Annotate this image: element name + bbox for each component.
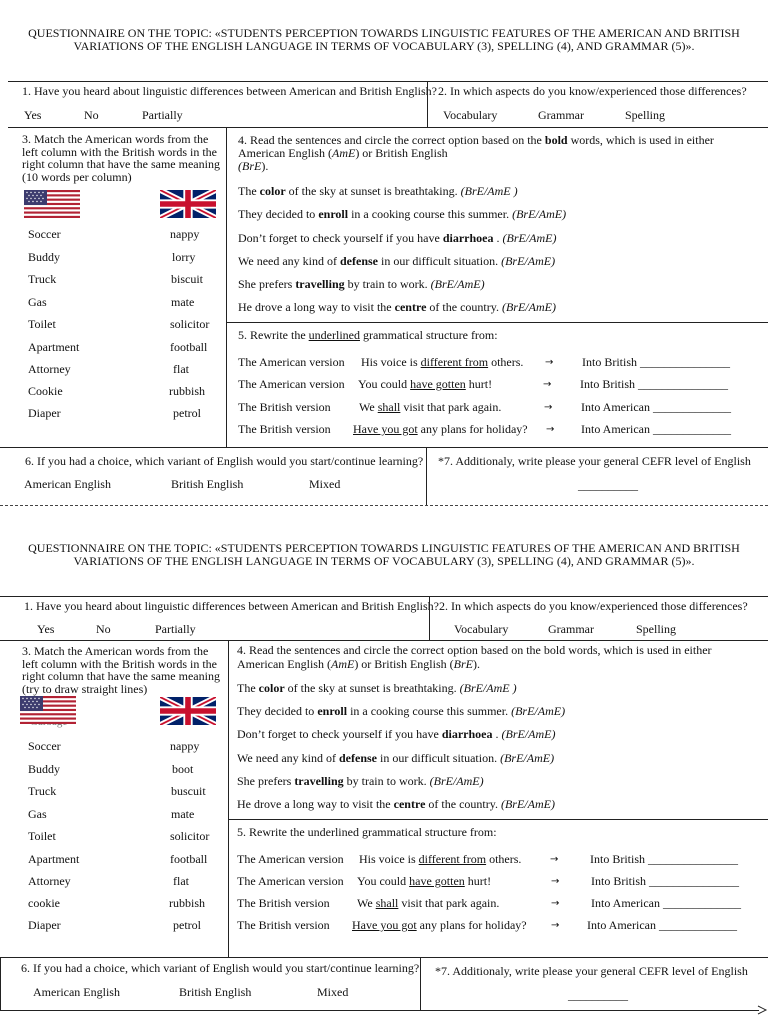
british-word[interactable]: biscuit bbox=[171, 272, 203, 286]
sentence[interactable]: They decided to enroll in a cooking course this summer. (BrE/AmE) bbox=[238, 207, 567, 221]
british-word[interactable]: rubbish bbox=[169, 384, 205, 398]
arrow-right-icon: → bbox=[543, 379, 552, 390]
american-word[interactable]: Apartment bbox=[28, 340, 80, 354]
divider bbox=[228, 819, 768, 820]
us-flag-icon bbox=[20, 696, 76, 724]
q6-option-american[interactable]: American English bbox=[33, 985, 120, 999]
british-word[interactable]: boot bbox=[172, 762, 194, 776]
q2-option-vocabulary[interactable]: Vocabulary bbox=[443, 108, 498, 122]
grammar-version: The American version bbox=[238, 355, 345, 369]
arrow-right-icon: → bbox=[546, 424, 555, 435]
uk-flag-icon bbox=[160, 190, 216, 218]
q2-option-vocabulary[interactable]: Vocabulary bbox=[454, 622, 509, 636]
question-5: 5. Rewrite the underlined grammatical structure from: bbox=[238, 328, 498, 342]
sentence[interactable]: He drove a long way to visit the centre of the country. (BrE/AmE) bbox=[238, 300, 556, 314]
american-word[interactable]: Buddy bbox=[28, 762, 61, 776]
question-5: 5. Rewrite the underlined grammatical structure from: bbox=[237, 825, 497, 839]
question-4: 4. Read the sentences and circle the correct option based on the bold words, which is used in either American English (AmE) or British English (BrE). bbox=[238, 133, 714, 173]
divider bbox=[429, 596, 430, 640]
american-word[interactable]: Soccer bbox=[28, 739, 61, 753]
grammar-sentence: We shall visit that park again. bbox=[357, 896, 500, 910]
grammar-sentence: Have you got any plans for holiday? bbox=[353, 422, 528, 436]
british-word[interactable]: lorry bbox=[172, 250, 196, 264]
grammar-version: The British version bbox=[237, 918, 330, 932]
grammar-sentence: You could have gotten hurt! bbox=[357, 874, 492, 888]
cefr-answer-field[interactable]: __________ bbox=[568, 988, 628, 1002]
grammar-sentence: You could have gotten hurt! bbox=[358, 377, 493, 391]
grammar-target[interactable]: Into American _____________ bbox=[587, 918, 737, 932]
question-1: 1. Have you heard about linguistic differences between American and British English? bbox=[24, 599, 439, 613]
arrow-right-icon: → bbox=[551, 920, 560, 931]
american-word[interactable]: Attorney bbox=[28, 362, 71, 376]
sentence[interactable]: The color of the sky at sunset is breathtaking. (BrE/AmE ) bbox=[238, 184, 518, 198]
grammar-target[interactable]: Into British _______________ bbox=[582, 355, 731, 369]
grammar-sentence: We shall visit that park again. bbox=[359, 400, 502, 414]
sentence[interactable]: He drove a long way to visit the centre of the country. (BrE/AmE) bbox=[237, 797, 555, 811]
grammar-version: The American version bbox=[237, 852, 344, 866]
american-word[interactable]: Attorney bbox=[28, 874, 71, 888]
american-word[interactable]: Soccer bbox=[28, 227, 61, 241]
arrow-right-icon: → bbox=[544, 402, 553, 413]
question-4: 4. Read the sentences and circle the correct option based on the bold words, which is used in either American English (AmE) or British English (BrE). bbox=[237, 643, 712, 671]
divider bbox=[8, 81, 768, 82]
divider bbox=[226, 127, 227, 447]
british-word[interactable]: football bbox=[170, 852, 208, 866]
us-flag-icon bbox=[24, 190, 80, 218]
american-word[interactable]: Apartment bbox=[28, 852, 80, 866]
american-word[interactable]: Diaper bbox=[28, 918, 61, 932]
british-word[interactable]: flat bbox=[173, 874, 189, 888]
grammar-sentence: Have you got any plans for holiday? bbox=[352, 918, 527, 932]
question-6: 6. If you had a choice, which variant of English would you start/continue learning? bbox=[21, 961, 420, 975]
question-2: 2. In which aspects do you know/experienced those differences? bbox=[439, 599, 748, 613]
american-word[interactable]: Buddy bbox=[28, 250, 61, 264]
cefr-answer-field[interactable]: __________ bbox=[578, 478, 638, 492]
american-word[interactable]: cookie bbox=[28, 896, 60, 910]
british-word[interactable]: football bbox=[170, 340, 208, 354]
grammar-target[interactable]: Into British _______________ bbox=[580, 377, 729, 391]
divider bbox=[8, 127, 768, 128]
american-word[interactable]: Truck bbox=[28, 272, 57, 286]
q6-option-mixed[interactable]: Mixed bbox=[309, 477, 341, 491]
q6-option-british[interactable]: British English bbox=[179, 985, 252, 999]
q1-option-yes[interactable]: Yes bbox=[24, 108, 42, 122]
sentence[interactable]: We need any kind of defense in our difficult situation. (BrE/AmE) bbox=[238, 254, 556, 268]
page-title: QUESTIONNAIRE ON THE TOPIC: «STUDENTS PERCEPTION TOWARDS LINGUISTIC FEATURES OF THE AMERICAN AND BRITISH VARIATIONS OF THE ENGLISH LANGUAGE IN TERMS OF VOCABULARY (3), SPELLING (4), AND GRAMMAR (5)». bbox=[28, 541, 740, 568]
q1-option-no[interactable]: No bbox=[84, 108, 99, 122]
question-7: *7. Additionaly, write please your general CEFR level of English bbox=[438, 454, 751, 468]
american-word[interactable]: Gas bbox=[28, 807, 47, 821]
question-6: 6. If you had a choice, which variant of English would you start/continue learning? bbox=[25, 454, 424, 468]
american-word[interactable]: Cookie bbox=[28, 384, 63, 398]
american-word[interactable]: Diaper bbox=[28, 406, 61, 420]
american-word[interactable]: Toilet bbox=[28, 317, 56, 331]
british-word[interactable]: buscuit bbox=[171, 784, 206, 798]
divider bbox=[427, 81, 428, 127]
q6-option-american[interactable]: American English bbox=[24, 477, 111, 491]
question-3: 3. Match the American words from the left column with the British words in the right column that have the same meaning (try to draw straight lines) bbox=[22, 644, 220, 696]
british-word[interactable]: nappy bbox=[170, 227, 200, 241]
sentence[interactable]: We need any kind of defense in our difficult situation. (BrE/AmE) bbox=[237, 751, 555, 765]
divider bbox=[0, 447, 768, 448]
grammar-version: The British version bbox=[237, 896, 330, 910]
arrow-right-icon bbox=[756, 1005, 768, 1015]
cut-line bbox=[0, 505, 768, 506]
british-word[interactable]: flat bbox=[173, 362, 189, 376]
grammar-sentence: His voice is different from others. bbox=[359, 852, 522, 866]
arrow-right-icon: → bbox=[551, 898, 560, 909]
divider bbox=[226, 322, 768, 323]
grammar-target[interactable]: Into British _______________ bbox=[590, 852, 739, 866]
divider bbox=[421, 1010, 759, 1011]
divider bbox=[426, 447, 427, 505]
q2-option-grammar[interactable]: Grammar bbox=[548, 622, 594, 636]
sentence[interactable]: The color of the sky at sunset is breathtaking. (BrE/AmE ) bbox=[237, 681, 517, 695]
grammar-sentence: His voice is different from others. bbox=[361, 355, 524, 369]
q2-option-spelling[interactable]: Spelling bbox=[625, 108, 666, 122]
grammar-target[interactable]: Into British _______________ bbox=[591, 874, 740, 888]
page-title: QUESTIONNAIRE ON THE TOPIC: «STUDENTS PERCEPTION TOWARDS LINGUISTIC FEATURES OF THE AMERICAN AND BRITISH VARIATIONS OF THE ENGLISH LANGUAGE IN TERMS OF VOCABULARY (3), SPELLING (4), AND GRAMMAR (5)». bbox=[28, 26, 740, 53]
grammar-version: The American version bbox=[237, 874, 344, 888]
grammar-version: The British version bbox=[238, 422, 331, 436]
american-word[interactable]: Gas bbox=[28, 295, 47, 309]
divider bbox=[228, 640, 229, 958]
british-word[interactable]: petrol bbox=[173, 918, 201, 932]
arrow-right-icon: → bbox=[545, 357, 554, 368]
arrow-right-icon: → bbox=[551, 876, 560, 887]
question-7: *7. Additionaly, write please your general CEFR level of English bbox=[435, 964, 748, 978]
grammar-version: The American version bbox=[238, 377, 345, 391]
q1-option-no[interactable]: No bbox=[96, 622, 111, 636]
q2-option-spelling[interactable]: Spelling bbox=[636, 622, 677, 636]
question-1: 1. Have you heard about linguistic differences between American and British English? bbox=[22, 84, 437, 98]
american-word[interactable]: Truck bbox=[28, 784, 57, 798]
q1-option-partially[interactable]: Partially bbox=[142, 108, 183, 122]
american-word[interactable]: Toilet bbox=[28, 829, 56, 843]
sentence[interactable]: Don’t forget to check yourself if you have diarrhoea . (BrE/AmE) bbox=[238, 231, 557, 245]
divider bbox=[0, 640, 768, 641]
divider bbox=[0, 596, 768, 597]
british-word[interactable]: mate bbox=[171, 295, 195, 309]
sentence[interactable]: They decided to enroll in a cooking course this summer. (BrE/AmE) bbox=[237, 704, 566, 718]
q6-option-british[interactable]: British English bbox=[171, 477, 244, 491]
british-word[interactable]: nappy bbox=[170, 739, 200, 753]
british-word[interactable]: rubbish bbox=[169, 896, 205, 910]
q2-option-grammar[interactable]: Grammar bbox=[538, 108, 584, 122]
q1-option-partially[interactable]: Partially bbox=[155, 622, 196, 636]
grammar-version: The British version bbox=[238, 400, 331, 414]
uk-flag-icon bbox=[160, 697, 216, 725]
sentence[interactable]: She prefers travelling by train to work. (BrE/AmE) bbox=[238, 277, 485, 291]
q1-option-yes[interactable]: Yes bbox=[37, 622, 55, 636]
british-word[interactable]: petrol bbox=[173, 406, 201, 420]
arrow-right-icon: → bbox=[550, 854, 559, 865]
sentence[interactable]: Don’t forget to check yourself if you have diarrhoea . (BrE/AmE) bbox=[237, 727, 556, 741]
sentence[interactable]: She prefers travelling by train to work. (BrE/AmE) bbox=[237, 774, 484, 788]
q6-option-mixed[interactable]: Mixed bbox=[317, 985, 349, 999]
british-word[interactable]: solicitor bbox=[170, 829, 210, 843]
grammar-target[interactable]: Into American _____________ bbox=[581, 400, 731, 414]
question-3: 3. Match the American words from the left column with the British words in the right column that have the same meaning (10 words per column) bbox=[22, 132, 220, 184]
british-word[interactable]: solicitor bbox=[170, 317, 210, 331]
question-2: 2. In which aspects do you know/experienced those differences? bbox=[438, 84, 747, 98]
british-word[interactable]: mate bbox=[171, 807, 195, 821]
grammar-target[interactable]: Into American _____________ bbox=[581, 422, 731, 436]
grammar-target[interactable]: Into American _____________ bbox=[591, 896, 741, 910]
